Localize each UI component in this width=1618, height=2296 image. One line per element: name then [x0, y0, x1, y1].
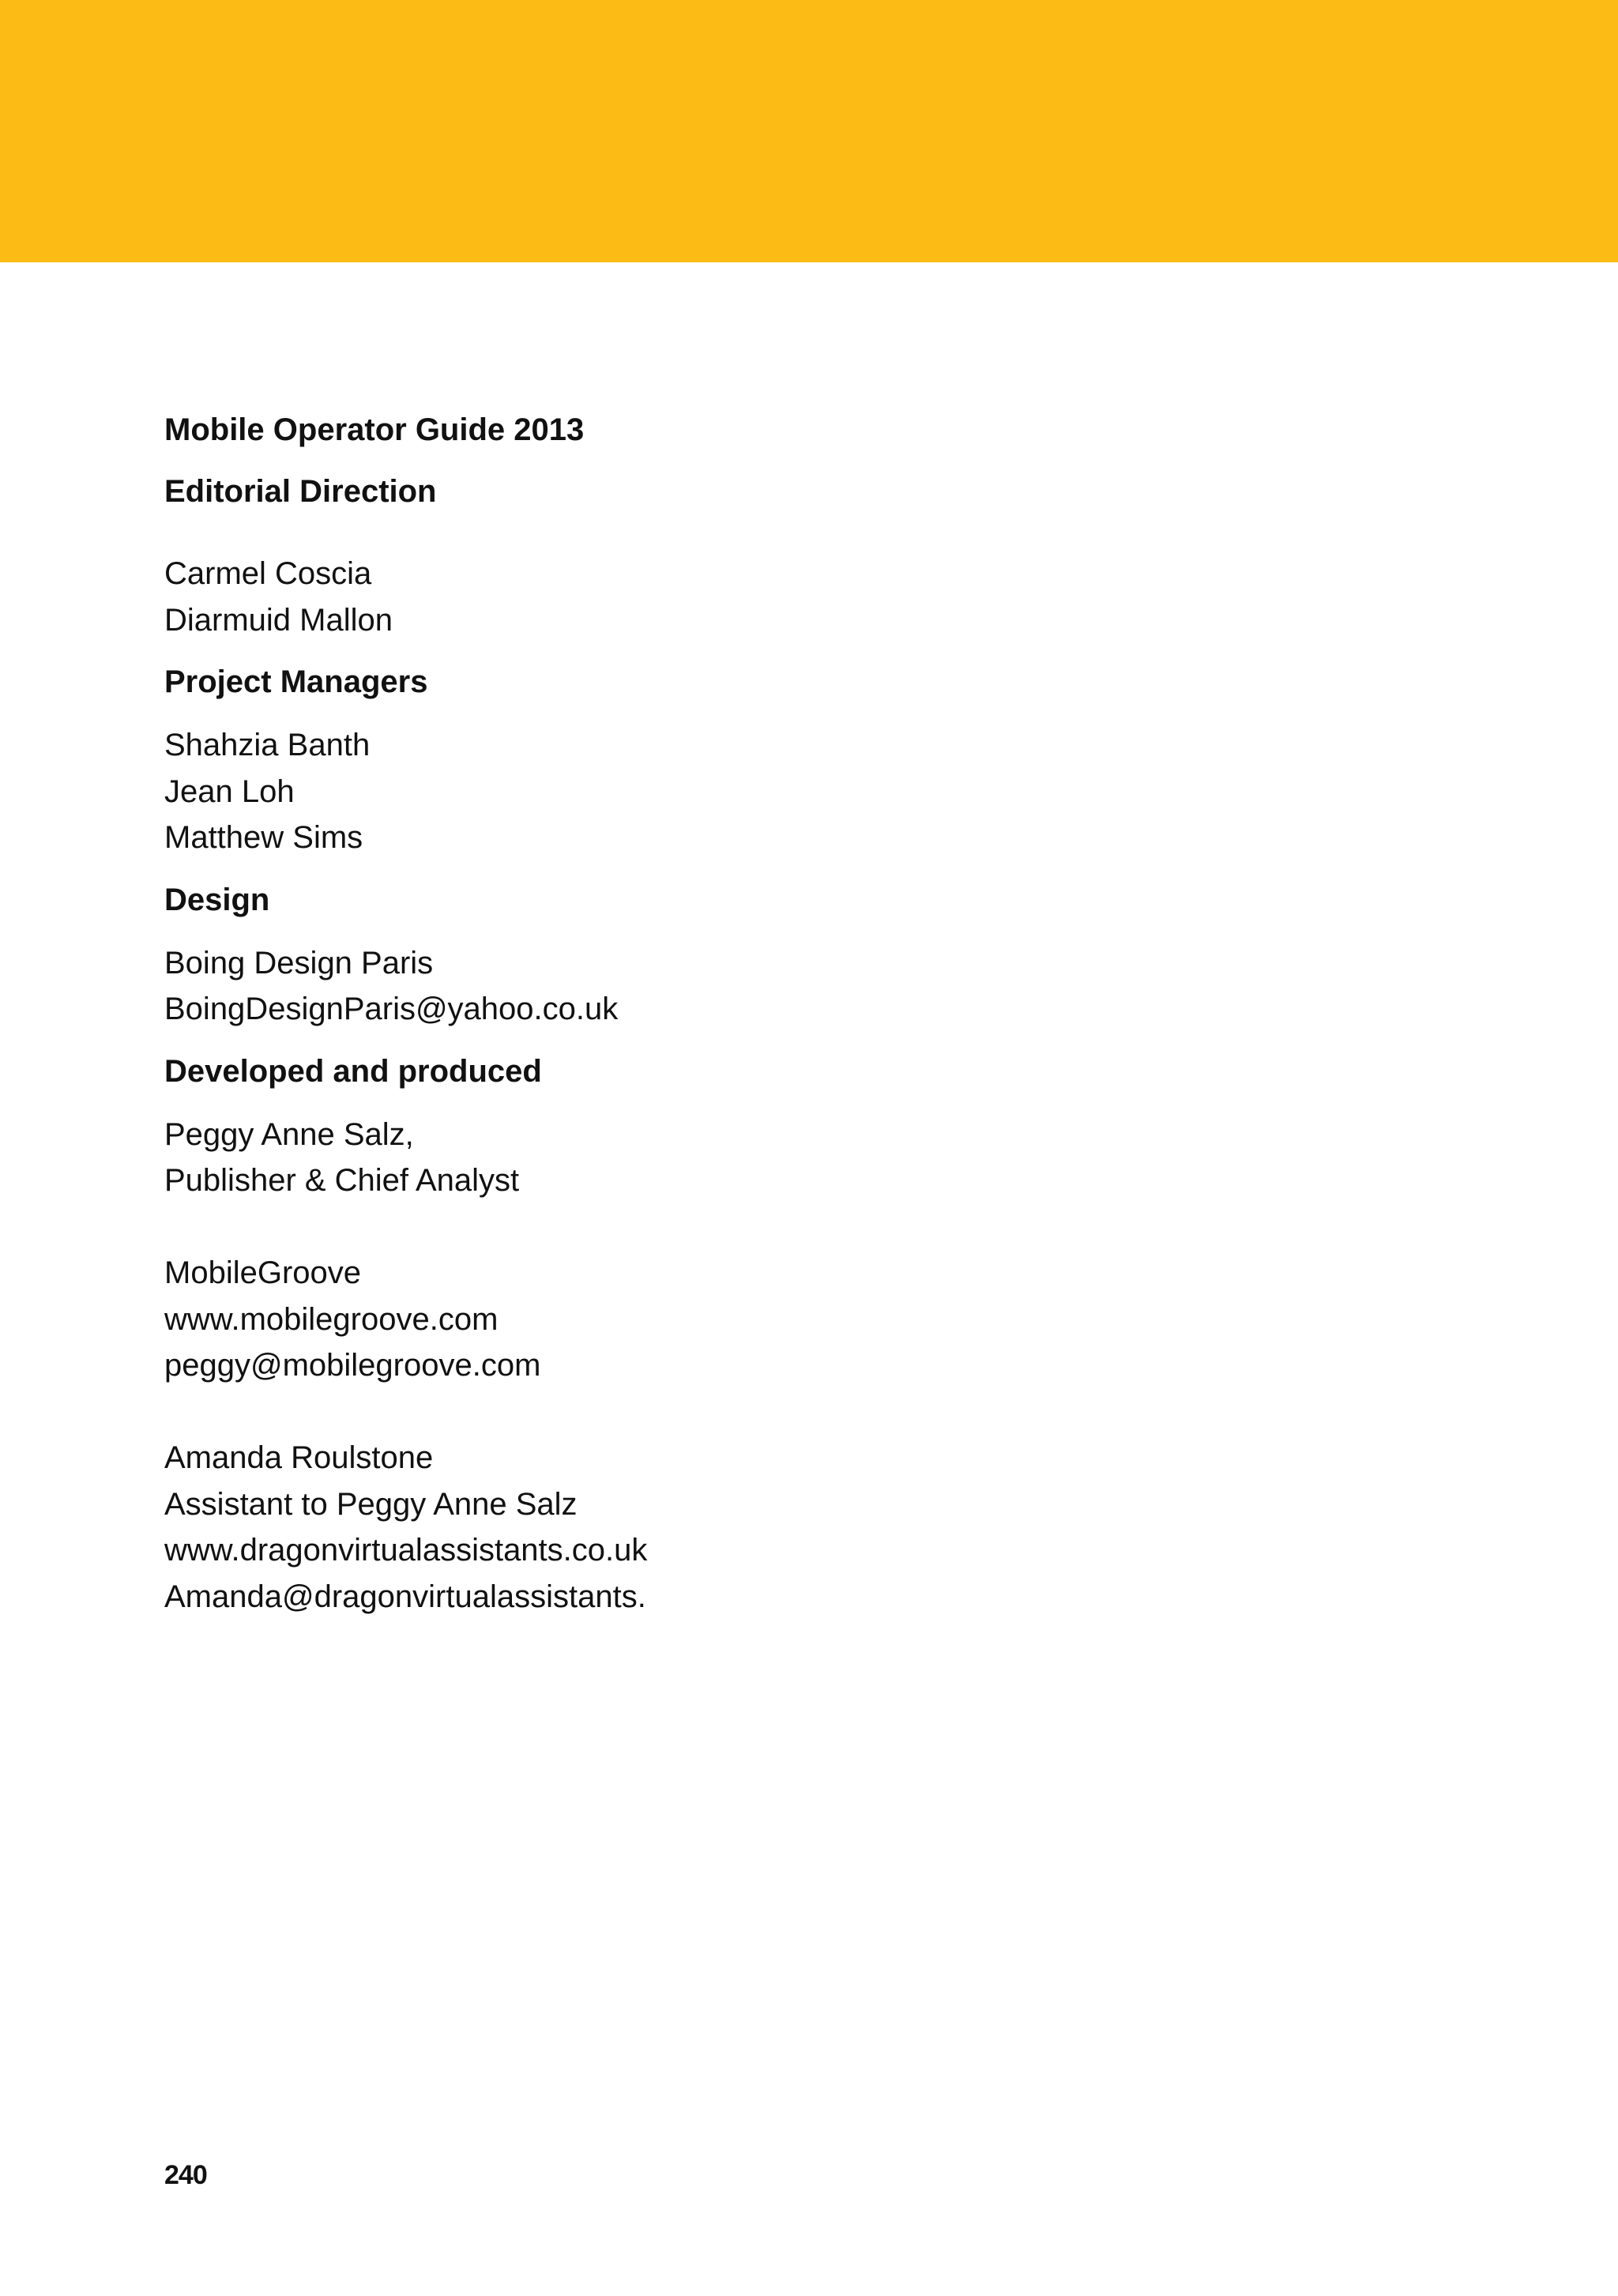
name-list: [164, 1112, 1428, 1620]
name-list: [164, 940, 1428, 1033]
url-line: www.mobilegroove.com: [164, 1301, 499, 1337]
section-editorial-direction: [164, 461, 1428, 643]
name-list: [164, 722, 1428, 861]
credit-line: MobileGroove: [164, 1255, 362, 1290]
email-line: peggy@mobilegroove.com: [164, 1348, 541, 1383]
spacer: [164, 1389, 1428, 1436]
document-title: Mobile Operator Guide 2013: [164, 412, 585, 447]
credit-line: Carmel Coscia: [164, 556, 372, 591]
credit-line: Shahzia Banth: [164, 728, 371, 762]
credit-line: Assistant to Peggy Anne Salz: [164, 1486, 578, 1522]
section-heading: Project Managers: [164, 664, 428, 699]
section-heading: Developed and produced: [164, 1053, 542, 1089]
section-heading: Design: [164, 882, 270, 917]
email-line: Amanda@dragonvirtualassistants.: [164, 1579, 646, 1614]
credit-line: Peggy Anne Salz,: [164, 1116, 414, 1152]
credit-line: Boing Design Paris: [164, 945, 434, 981]
email-line: BoingDesignParis@yahoo.co.uk: [164, 992, 619, 1026]
credit-line: Jean Loh: [164, 773, 295, 809]
name-list: [164, 551, 1428, 643]
credit-line: Matthew Sims: [164, 820, 363, 855]
page-number: 240: [164, 2160, 207, 2190]
credit-line: Amanda Roulstone: [164, 1440, 434, 1475]
section-developed-and-produced: [164, 1041, 1428, 1620]
spacer: [164, 1204, 1428, 1251]
header-banner: [0, 0, 1618, 262]
section-project-managers: [164, 651, 1428, 861]
credit-line: Publisher & Chief Analyst: [164, 1163, 520, 1198]
credits-block: [164, 399, 1428, 1628]
section-design: [164, 869, 1428, 1033]
credit-line: Diarmuid Mallon: [164, 602, 393, 638]
url-line: www.dragonvirtualassistants.co.uk: [164, 1533, 648, 1568]
section-heading: Editorial Direction: [164, 474, 437, 509]
